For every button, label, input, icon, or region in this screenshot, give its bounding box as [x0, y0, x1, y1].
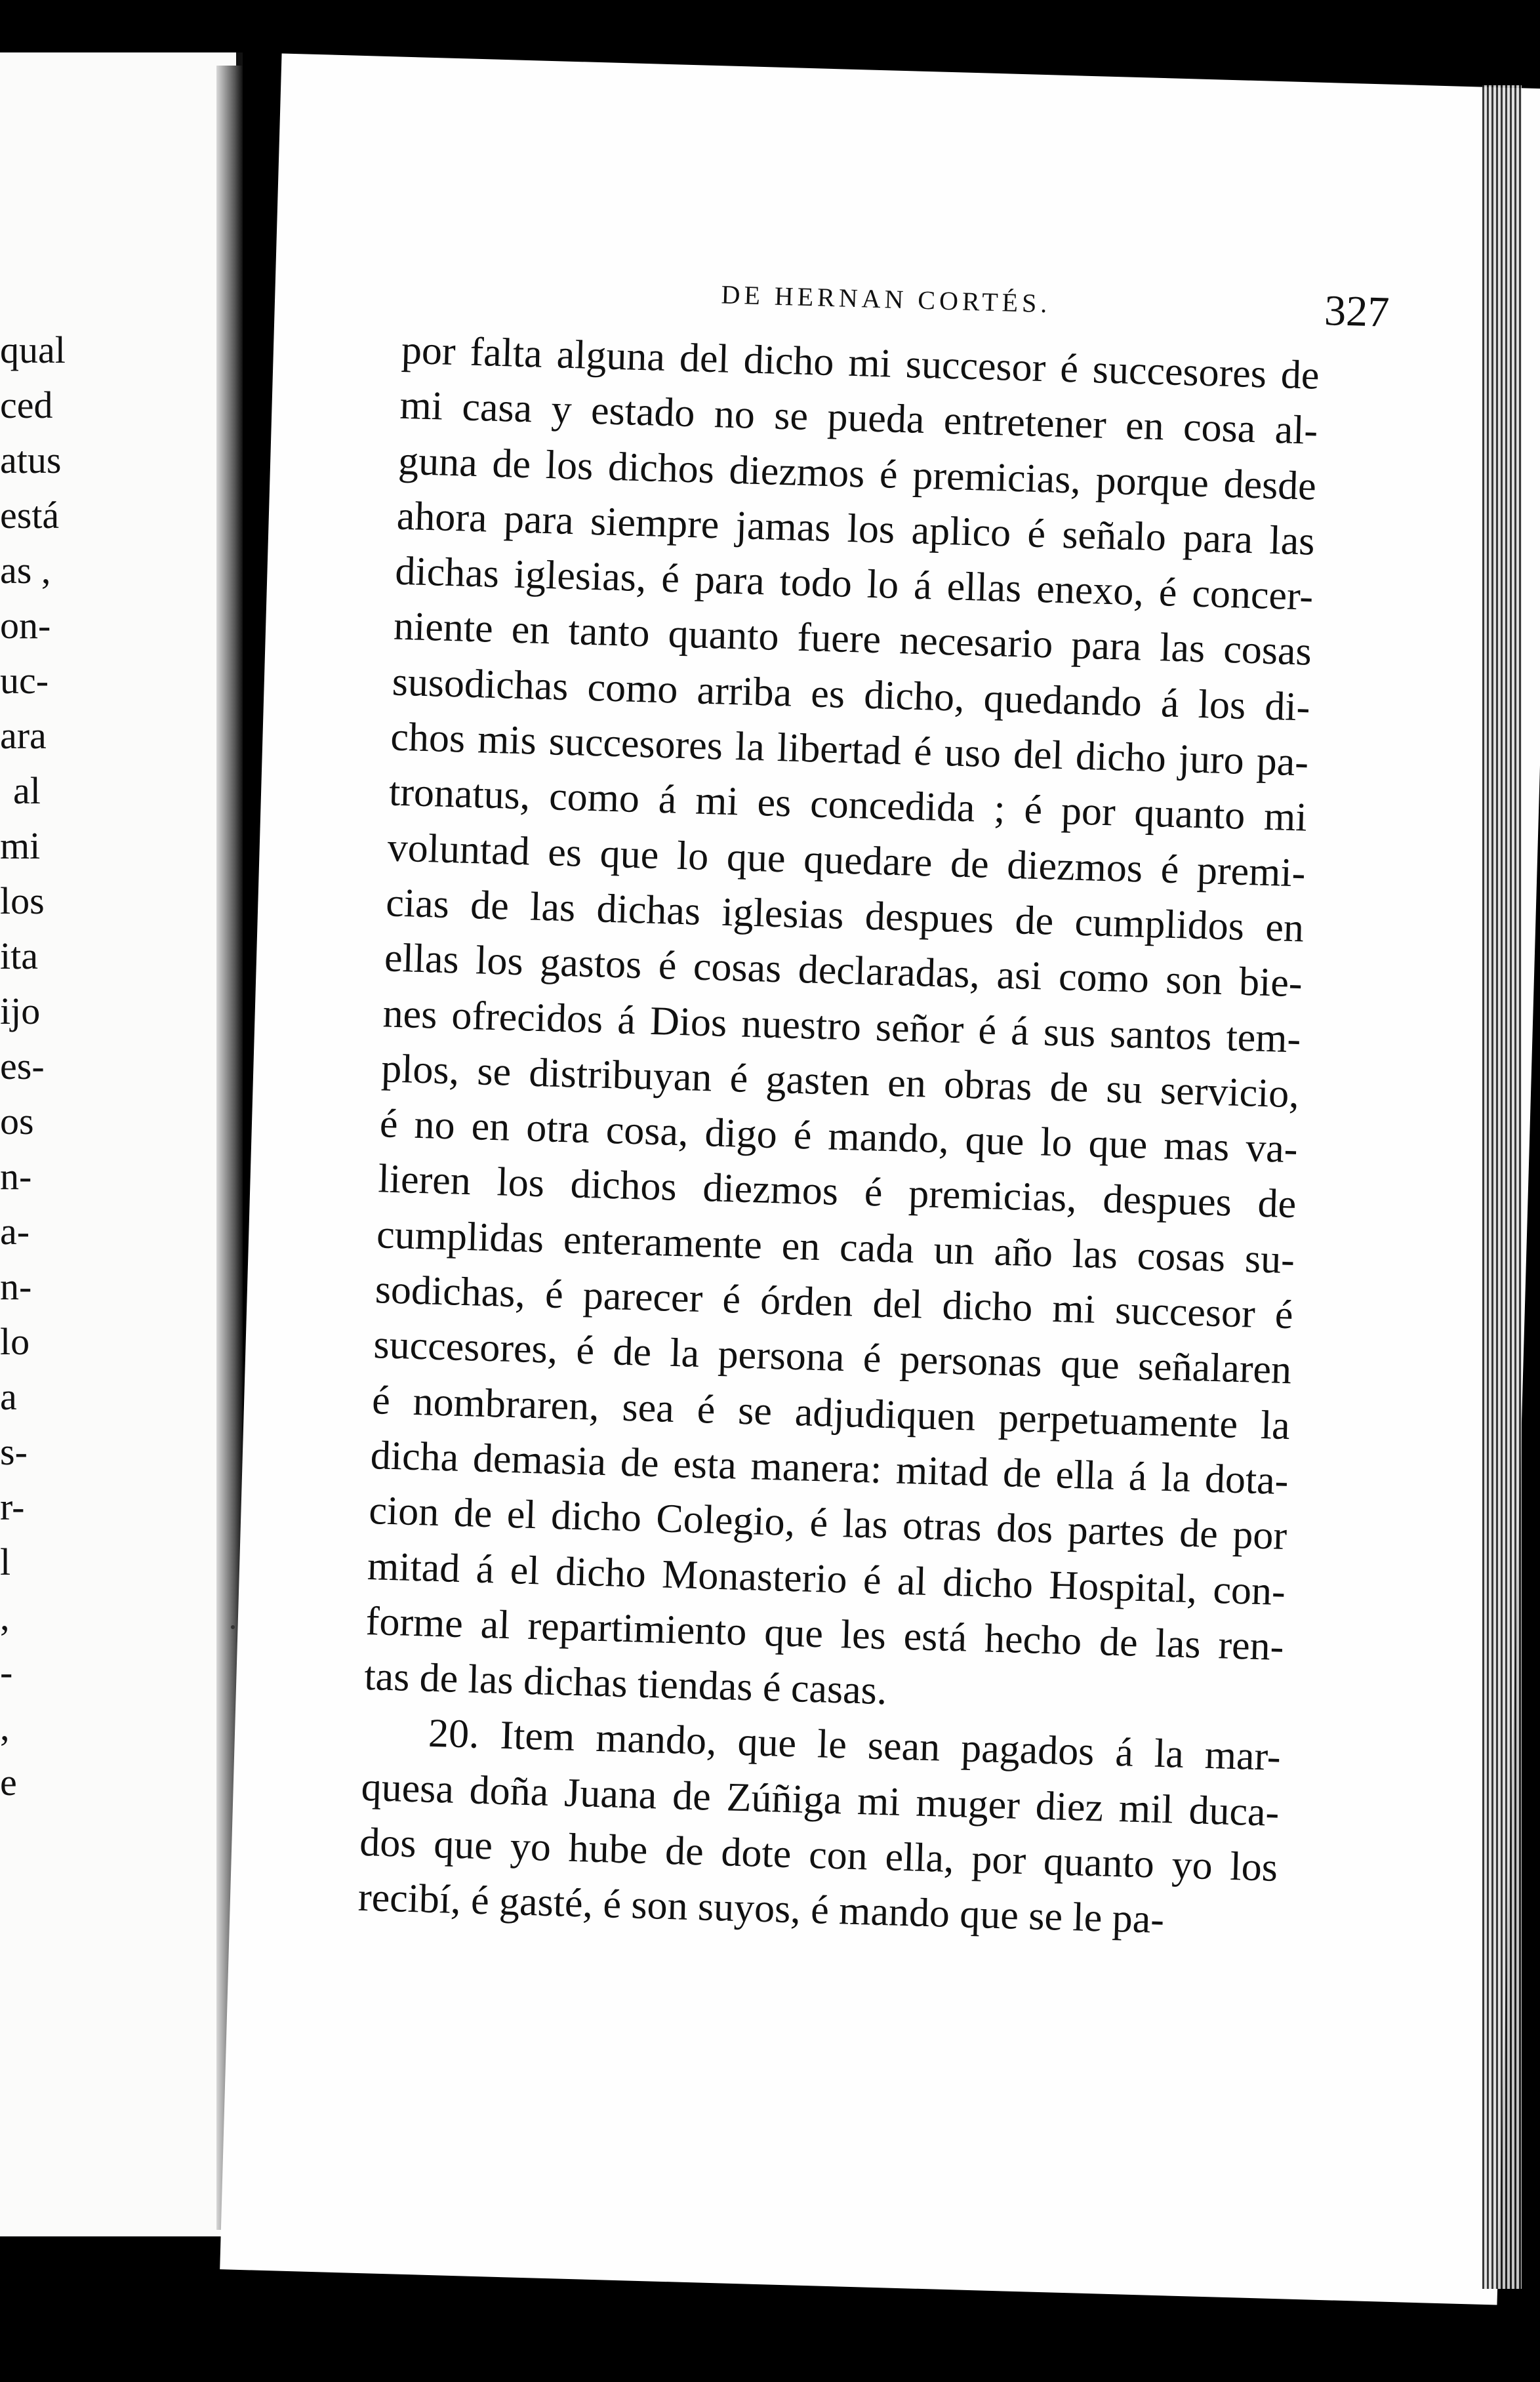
left-page-fragment: qual	[0, 329, 66, 371]
left-page-fragment: a	[0, 1375, 17, 1418]
text-line: dichas iglesias, é para todo lo á ellas enexo, é concer-	[394, 548, 1314, 619]
text-line: guna de los dichos diezmos é premicias, porque desde	[397, 438, 1317, 509]
text-line: mi casa y estado no se pueda entretener en cosa al-	[399, 383, 1319, 454]
page-stack-edge	[1482, 85, 1522, 2289]
left-page-fragment: ara	[0, 714, 47, 757]
text-line: dicha demasia de esta manera: mitad de ella á la dota-	[369, 1433, 1289, 1504]
text-line: mitad á el dicho Monasterio é al dicho Hospital, con-	[367, 1543, 1286, 1614]
left-page-fragment: ita	[0, 935, 38, 977]
left-page-fragment: ced	[0, 384, 53, 426]
body-text	[357, 323, 1320, 1951]
text-line: ellas los gastos é cosas declaradas, asi como son bie-	[384, 935, 1303, 1006]
text-line: voluntad es que lo que quedare de diezmos é premi-	[386, 825, 1307, 896]
text-line: 20. Item mando, que le sean pagados á la mar-	[428, 1711, 1282, 1780]
text-line: recibí, é gasté, é son suyos, é mando que se le pa-	[357, 1875, 1165, 1943]
text-line: cias de las dichas iglesias despues de cumplidos en	[385, 880, 1305, 951]
left-page-fragment: ,	[0, 1596, 10, 1638]
text-line: cion de el dicho Colegio, é las otras dos partes de por	[368, 1488, 1287, 1559]
text-line: succesores, é de la persona é personas que señalaren	[373, 1322, 1293, 1393]
left-page-fragment: es-	[0, 1045, 45, 1087]
text-line: cumplidas enteramente en cada un año las cosas su-	[376, 1211, 1295, 1283]
text-line: quesa doña Juana de Zúñiga mi muger diez mil duca-	[360, 1764, 1280, 1835]
left-page-fragment: uc-	[0, 659, 49, 702]
page-number: 327	[1324, 287, 1390, 336]
text-line: nes ofrecidos á Dios nuestro señor é á sus santos tem-	[382, 990, 1302, 1061]
text-line: chos mis succesores la libertad é uso del dicho juro pa-	[390, 714, 1309, 785]
left-page-fragment: atus	[0, 439, 62, 481]
left-page-fragment: as ,	[0, 549, 51, 592]
ink-speck	[231, 1625, 235, 1629]
left-page-fragment: l	[0, 1541, 11, 1583]
text-line: por falta alguna del dicho mi succesor é succesores de	[401, 327, 1320, 398]
text-line: tronatus, como á mi es concedida ; é por quanto mi	[388, 769, 1308, 840]
text-line: lieren los dichos diezmos é premicias, despues de	[377, 1156, 1297, 1227]
left-page-fragment: s-	[0, 1430, 28, 1473]
left-page-fragment: mi	[0, 824, 41, 867]
right-page	[220, 53, 1540, 2305]
left-page-fragment: n-	[0, 1155, 32, 1198]
text-line: forme al repartimiento que les está hecho de las ren-	[365, 1598, 1285, 1669]
left-page-fragment: a-	[0, 1210, 30, 1253]
text-line: dos que yo hube de dote con ella, por quanto yo los	[359, 1819, 1278, 1890]
running-head: DE HERNAN CORTÉS.	[720, 279, 1051, 319]
left-page-fragment: los	[0, 879, 45, 922]
left-page-fragment: os	[0, 1100, 34, 1142]
left-page-fragment: -	[0, 1651, 13, 1693]
text-line: plos, se distribuyan é gasten en obras de su servicio,	[380, 1046, 1300, 1117]
left-page-fragment: n-	[0, 1265, 32, 1308]
left-page-fragment: e	[0, 1761, 17, 1804]
left-page-fragment: ,	[0, 1706, 10, 1748]
left-page-fragment: on-	[0, 604, 51, 647]
left-page-fragment: está	[0, 494, 60, 536]
left-page-fragment: al	[13, 769, 41, 812]
left-page-fragment: lo	[0, 1320, 30, 1363]
text-line: susodichas como arriba es dicho, quedando á los di-	[391, 659, 1311, 730]
text-line: é nombraren, sea é se adjudiquen perpetuamente la	[371, 1377, 1291, 1448]
left-page-fragment: r-	[0, 1485, 25, 1528]
text-line: é no en otra cosa, digo é mando, que lo que mas va-	[379, 1101, 1299, 1172]
left-page-fragment: ijo	[0, 990, 41, 1032]
text-line: ahora para siempre jamas los aplico é señalo para las	[395, 493, 1316, 564]
left-facing-page	[0, 52, 243, 2236]
text-line: tas de las dichas tiendas é casas.	[363, 1654, 888, 1714]
text-line: niente en tanto quanto fuere necesario para las cosas	[393, 604, 1312, 675]
text-line: sodichas, é parecer é órden del dicho mi succesor é	[375, 1267, 1294, 1338]
